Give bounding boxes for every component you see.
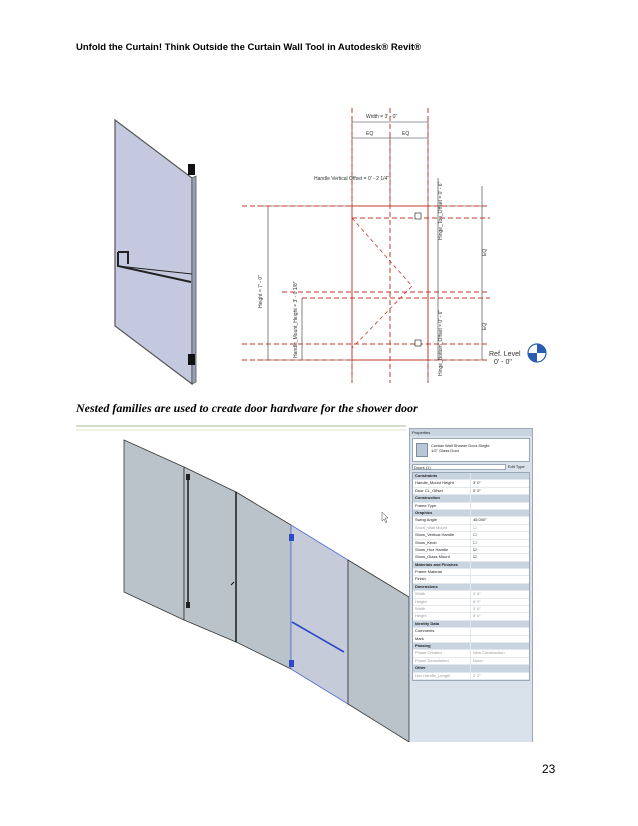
door-elevation-view bbox=[242, 108, 554, 388]
properties-grid bbox=[412, 472, 530, 681]
property-name: Frame Type bbox=[413, 503, 471, 509]
property-value[interactable] bbox=[471, 636, 529, 642]
property-value[interactable]: 3' 6" bbox=[473, 591, 481, 597]
ref-level-value: 0' - 0" bbox=[494, 359, 512, 366]
figure-caption: Nested families are used to create door hardware for the shower door bbox=[76, 401, 418, 415]
door-3d-view bbox=[108, 112, 208, 387]
property-row[interactable] bbox=[413, 606, 529, 613]
property-name: Finish bbox=[413, 576, 471, 582]
property-row[interactable] bbox=[413, 636, 529, 643]
page-number: 23 bbox=[542, 762, 556, 776]
property-value[interactable]: 3' 0" bbox=[473, 480, 481, 486]
document-header: Unfold the Curtain! Think Outside the Curtain Wall Tool in Autodesk® Revit® bbox=[76, 42, 422, 53]
property-name: Show_Wall Mount bbox=[413, 525, 471, 531]
property-name: Show_Hoz Handle bbox=[413, 547, 471, 553]
curtain-panel bbox=[124, 440, 184, 620]
door-type-icon bbox=[416, 443, 428, 457]
property-name: Hoz Handle_Length bbox=[413, 673, 471, 679]
curtain-panel bbox=[348, 560, 409, 742]
property-value[interactable]: 2' 2" bbox=[473, 672, 481, 678]
property-value[interactable] bbox=[471, 503, 529, 509]
property-value[interactable]: 3' 6" bbox=[473, 606, 481, 612]
width-dimension: Width = 3' - 0" bbox=[366, 114, 398, 120]
property-name: Comments bbox=[413, 628, 471, 634]
property-value[interactable]: 8' 0" bbox=[473, 613, 481, 619]
property-name: Width bbox=[413, 606, 471, 612]
property-row[interactable] bbox=[413, 569, 529, 576]
property-name: Construction bbox=[413, 495, 471, 501]
height-dimension: Height = 7' - 0" bbox=[258, 275, 264, 308]
property-group-header bbox=[413, 473, 529, 480]
property-row[interactable] bbox=[413, 547, 529, 554]
property-value bbox=[471, 562, 529, 568]
property-value[interactable]: New Construction bbox=[473, 650, 505, 656]
property-name: Door CL_Offset bbox=[413, 488, 471, 494]
hinge-top-offset-dimension: Hinge_Top_Offset = 0' - 6" bbox=[438, 181, 444, 240]
property-value bbox=[471, 510, 529, 516]
property-name: Mark bbox=[413, 636, 471, 642]
property-row[interactable] bbox=[413, 599, 529, 606]
property-row[interactable] bbox=[413, 503, 529, 510]
property-name: Show_Knob bbox=[413, 540, 471, 546]
properties-title: Properties bbox=[410, 429, 532, 436]
property-value[interactable]: ☑ bbox=[473, 546, 477, 552]
hinge-bottom-offset-dimension: Hinge_Bottom_Offset = 0' - 6" bbox=[438, 309, 444, 376]
property-value[interactable]: 8' 0" bbox=[473, 598, 481, 604]
property-value[interactable]: ☐ bbox=[473, 539, 477, 545]
property-name: Show_Glass Mount bbox=[413, 554, 471, 560]
property-group-header bbox=[413, 643, 529, 650]
property-group-header bbox=[413, 621, 529, 628]
property-group-header bbox=[413, 510, 529, 517]
property-value[interactable] bbox=[471, 576, 529, 582]
type-selector[interactable] bbox=[412, 438, 530, 462]
property-row[interactable] bbox=[413, 540, 529, 547]
property-group-header bbox=[413, 665, 529, 672]
property-value[interactable]: None bbox=[473, 657, 483, 663]
property-name: Phase Demolished bbox=[413, 658, 471, 664]
mouse-cursor-icon bbox=[382, 512, 388, 523]
property-group-header bbox=[413, 495, 529, 502]
property-value bbox=[471, 495, 529, 501]
properties-palette bbox=[409, 428, 533, 742]
property-name: Height bbox=[413, 613, 471, 619]
property-value[interactable]: ☑ bbox=[473, 554, 477, 560]
property-value[interactable] bbox=[471, 628, 529, 634]
property-group-header bbox=[413, 562, 529, 569]
property-value[interactable]: 45.000° bbox=[473, 517, 487, 523]
property-row[interactable] bbox=[413, 480, 529, 487]
type-name-line2: 1/2" Glass Door bbox=[431, 448, 460, 453]
property-value bbox=[471, 665, 529, 671]
eq-lower-right: EQ bbox=[482, 322, 488, 330]
property-value bbox=[471, 584, 529, 590]
property-row[interactable] bbox=[413, 525, 529, 532]
property-value[interactable] bbox=[471, 569, 529, 575]
property-name: Frame Material bbox=[413, 569, 471, 575]
property-row[interactable] bbox=[413, 650, 529, 657]
property-name: Other bbox=[413, 665, 471, 671]
property-value[interactable]: ☐ bbox=[473, 532, 477, 538]
shower-door-panel bbox=[291, 525, 348, 704]
property-group-header bbox=[413, 584, 529, 591]
property-row[interactable] bbox=[413, 517, 529, 524]
property-row[interactable] bbox=[413, 658, 529, 665]
property-name: Width bbox=[413, 591, 471, 597]
property-row[interactable] bbox=[413, 576, 529, 583]
property-name: Swing Angle bbox=[413, 517, 471, 523]
property-row[interactable] bbox=[413, 673, 529, 680]
eq-left: EQ bbox=[366, 131, 374, 137]
property-name: Phase Created bbox=[413, 650, 471, 656]
eq-right: EQ bbox=[402, 131, 410, 137]
type-name-line1: Curtain Wall Shower Door-Single bbox=[431, 443, 490, 448]
property-row[interactable] bbox=[413, 613, 529, 620]
property-row[interactable] bbox=[413, 488, 529, 495]
property-name: Materials and Finishes bbox=[413, 562, 471, 568]
ref-level-label: Ref. Level bbox=[489, 351, 521, 358]
handle-mount-height-dimension: Handle_Mount_Height = 3' - 0 1/8" bbox=[293, 281, 299, 358]
property-name: Graphics bbox=[413, 510, 471, 516]
handle-vertical-offset-dimension: Handle Vertical Offset = 0' - 2 1/4" bbox=[314, 176, 390, 182]
property-name: Show_Vertical Handle bbox=[413, 532, 471, 538]
instance-filter-dropdown[interactable]: Doors (1) bbox=[412, 464, 506, 470]
property-name: Handle_Mount Height bbox=[413, 480, 471, 486]
property-value bbox=[471, 643, 529, 649]
property-name: Height bbox=[413, 599, 471, 605]
level-marker-icon bbox=[528, 344, 546, 362]
bottom-hinge bbox=[188, 354, 195, 365]
edit-type-button[interactable]: Edit Type bbox=[508, 464, 525, 469]
eq-upper-right: EQ bbox=[482, 248, 488, 256]
property-name: Constraints bbox=[413, 473, 471, 479]
property-row[interactable] bbox=[413, 532, 529, 539]
property-value[interactable]: 0' 0" bbox=[473, 487, 481, 493]
top-hinge bbox=[188, 164, 195, 175]
property-value[interactable]: ☐ bbox=[473, 524, 477, 530]
curtain-panel bbox=[184, 467, 236, 642]
property-name: Phasing bbox=[413, 643, 471, 649]
property-value bbox=[471, 621, 529, 627]
property-name: Dimensions bbox=[413, 584, 471, 590]
curtain-wall-screenshot bbox=[76, 422, 566, 742]
property-name: Identity Data bbox=[413, 621, 471, 627]
curtain-panel bbox=[236, 492, 291, 669]
property-row[interactable] bbox=[413, 628, 529, 635]
property-value bbox=[471, 473, 529, 479]
property-row[interactable] bbox=[413, 591, 529, 598]
property-row[interactable] bbox=[413, 554, 529, 561]
